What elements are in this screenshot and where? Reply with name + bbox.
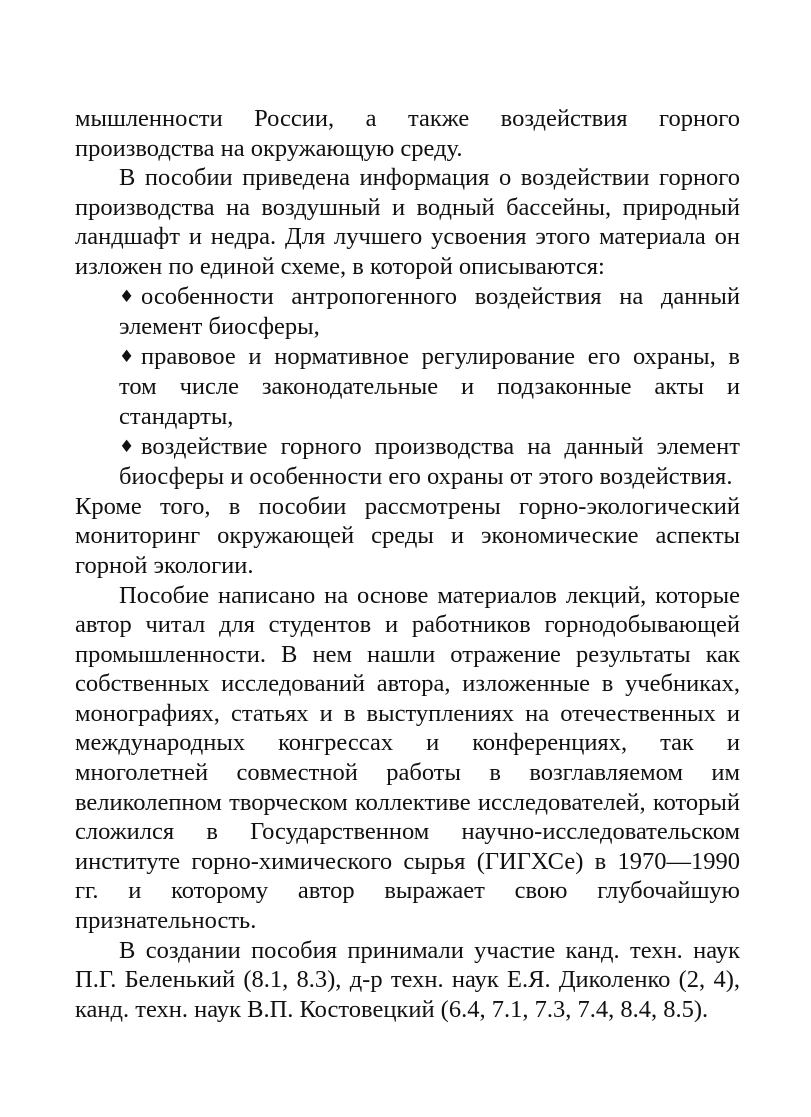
diamond-bullet-icon: ♦ xyxy=(119,286,135,307)
diamond-bullet-icon: ♦ xyxy=(119,346,135,367)
bullet-item-1 xyxy=(75,282,740,342)
bullet-list xyxy=(75,282,740,492)
bullet-text-2: правовое и нормативное регулирование его охраны, в том числе законодательные и подзаконные акты и стандарты, xyxy=(119,342,740,430)
paragraph-contributors: В создании пособия принимали участие канд. техн. наук П.Г. Беленький (8.1, 8.3), д-р техн. наук Е.Я. Диколенко (2, 4), канд. техн. наук В.П. Костовецкий (6.4, 7.1, 7.3, 7.4, 8.4, 8.5). xyxy=(75,936,740,1023)
paragraph-continuation: мышленности России, а также воздействия горного производства на окружающую среду. xyxy=(75,105,740,162)
bullet-text-3: воздействие горного производства на данный элемент биосферы и особенности его охраны от этого воздействия. xyxy=(119,432,740,491)
document-page xyxy=(75,104,740,1024)
bullet-text-1: особенности антропогенного воздействия на данный элемент биосферы, xyxy=(119,282,740,341)
paragraph-basis: Пособие написано на основе материалов лекций, которые автор читал для студентов и работников горнодобывающей промышленности. В нем нашли отражение результаты как собственных исследований автора, изложенные в учебниках, монографиях, статьях и в выступлениях на отечественных и международных конгрессах и конференциях, так и многолетней совместной работы в возглавляемом им великолепном творческом коллективе исследователей, который сложился в Государственном научно-исследовательском институте горно-химического сырья (ГИГХСе) в 1970—1990 гг. и которому автор выражает свою глубочайшую признательность. xyxy=(75,581,740,935)
paragraph-intro: В пособии приведена информация о воздействии горного производства на воздушный и водный бассейны, природный ландшафт и недра. Для лучшего усвоения этого материала он изложен по единой схеме, в которой описываются: xyxy=(75,164,740,280)
bullet-item-3 xyxy=(75,432,740,492)
diamond-bullet-icon: ♦ xyxy=(119,436,135,457)
paragraph-monitoring: Кроме того, в пособии рассмотрены горно-экологический мониторинг окружающей среды и экономические аспекты горной экологии. xyxy=(75,492,740,579)
bullet-item-2 xyxy=(75,342,740,432)
